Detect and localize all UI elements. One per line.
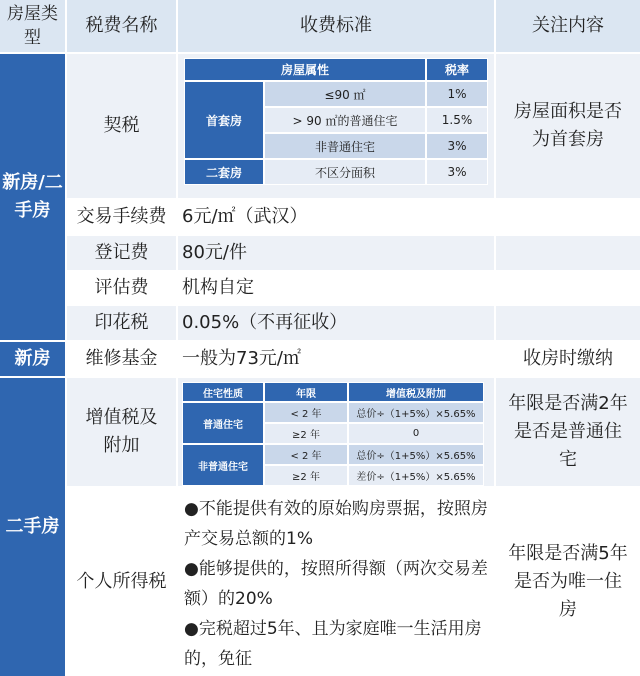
transaction-fee-name: 交易手续费: [67, 200, 176, 234]
vat-years-4: ≥2 年: [264, 465, 348, 486]
maintenance-fund-focus: 收房时缴纳: [496, 342, 640, 376]
deed-attr-2: > 90 ㎡的普通住宅: [264, 107, 426, 133]
transaction-fee-focus: [496, 200, 640, 234]
vat-formula-3: 总价÷（1+5%）×5.65%: [348, 444, 484, 465]
vat-header-type: 住宅性质: [182, 382, 264, 402]
registration-fee-focus: [496, 236, 640, 270]
header-focus: 关注内容: [496, 0, 640, 52]
stamp-tax-standard: 0.05%（不再征收）: [178, 306, 494, 340]
deed-attr-4: 不区分面积: [264, 159, 426, 185]
appraisal-fee-focus: [496, 272, 640, 304]
deed-rate-3: 3%: [426, 133, 488, 159]
deed-tax-focus: 房屋面积是否为首套房: [496, 54, 640, 198]
transaction-fee-standard: 6元/㎡（武汉）: [178, 200, 494, 234]
income-tax-bullet-3: ●完税超过5年、且为家庭唯一生活用房的，免征: [184, 619, 482, 669]
stamp-tax-name: 印花税: [67, 306, 176, 340]
stamp-tax-focus: [496, 306, 640, 340]
vat-table: [182, 382, 484, 486]
deed-attr-3: 非普通住宅: [264, 133, 426, 159]
vat-years-3: < 2 年: [264, 444, 348, 465]
income-tax-name: 个人所得税: [67, 488, 176, 676]
deed-header-attr: 房屋属性: [184, 58, 426, 81]
deed-tax-name: 契税: [67, 54, 176, 198]
vat-header-formula: 增值税及附加: [348, 382, 484, 402]
deed-rate-1: 1%: [426, 81, 488, 107]
vat-formula-4: 差价÷（1+5%）×5.65%: [348, 465, 484, 486]
category-new: 新房: [0, 342, 65, 376]
income-tax-standard: [178, 488, 494, 676]
deed-tax-rate-table: [184, 58, 488, 185]
income-tax-bullet-2: ●能够提供的，按照所得额（两次交易差额）的20%: [184, 559, 488, 609]
header-name: 税费名称: [67, 0, 176, 52]
deed-attr-1: ≤90 ㎡: [264, 81, 426, 107]
appraisal-fee-standard: 机构自定: [178, 272, 494, 304]
vat-formula-2: 0: [348, 423, 484, 444]
deed-rate-4: 3%: [426, 159, 488, 185]
deed-first-home: 首套房: [184, 81, 264, 159]
maintenance-fund-name: 维修基金: [67, 342, 176, 376]
income-tax-focus: 年限是否满5年是否为唯一住房: [496, 488, 640, 676]
vat-non-ordinary: 非普通住宅: [182, 444, 264, 486]
vat-formula-1: 总价÷（1+5%）×5.65%: [348, 402, 484, 423]
header-standard: 收费标准: [178, 0, 494, 52]
deed-rate-2: 1.5%: [426, 107, 488, 133]
vat-name: 增值税及附加: [67, 378, 176, 486]
vat-years-2: ≥2 年: [264, 423, 348, 444]
registration-fee-standard: 80元/件: [178, 236, 494, 270]
deed-header-rate: 税率: [426, 58, 488, 81]
vat-header-years: 年限: [264, 382, 348, 402]
maintenance-fund-standard: 一般为73元/㎡: [178, 342, 494, 376]
category-new-and-second: 新房/二手房: [0, 54, 65, 340]
vat-focus: 年限是否满2年是否是普通住宅: [496, 378, 640, 486]
vat-years-1: < 2 年: [264, 402, 348, 423]
deed-second-home: 二套房: [184, 159, 264, 185]
appraisal-fee-name: 评估费: [67, 272, 176, 304]
registration-fee-name: 登记费: [67, 236, 176, 270]
header-type: 房屋类型: [0, 0, 65, 52]
vat-ordinary: 普通住宅: [182, 402, 264, 444]
income-tax-bullet-1: ●不能提供有效的原始购房票据，按照房产交易总额的1%: [184, 499, 488, 549]
category-second: 二手房: [0, 378, 65, 676]
